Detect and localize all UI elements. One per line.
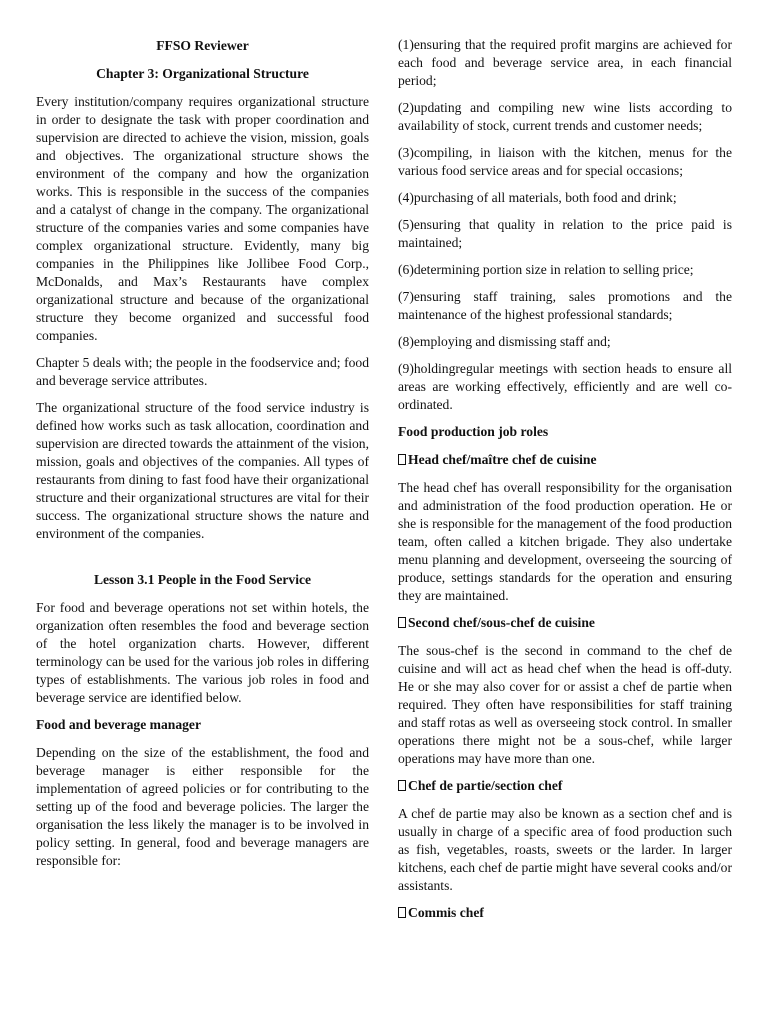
- commis-chef-heading-text: Commis chef: [408, 905, 484, 920]
- head-chef-paragraph: The head chef has overall responsibility for the organisation and administration of the food production operation. He or she is responsible for the management of the food production team, often called a kitchen brigade. They also undertake menu planning and development, overseeing the sourcing of produce, settings standards for the operation and ensuring they are maintained.: [398, 480, 732, 603]
- lesson-heading: Lesson 3.1 People in the Food Service: [93, 572, 312, 587]
- left-column: [36, 36, 369, 879]
- missing-glyph-box-icon: [398, 907, 406, 918]
- responsibility-item-1: (1)ensuring that the required profit margins are achieved for each food and beverage service area, in each financial period;: [398, 37, 732, 88]
- sous-chef-paragraph: The sous-chef is the second in command to the chef de cuisine and will act as head chef when the head is off-duty. He or she may also cover for or assist a chef de partie when required. They often have responsibilities for staff training and staff rotas as well as overseeing stock control. In smaller operations there might not be a sous-chef, while larger operations may have more than one.: [398, 643, 732, 766]
- missing-glyph-box-icon: [398, 454, 406, 465]
- missing-glyph-box-icon: [398, 617, 406, 628]
- missing-glyph-box-icon: [398, 780, 406, 791]
- food-production-heading: Food production job roles: [398, 424, 549, 439]
- right-column: [398, 36, 732, 932]
- responsibility-item-7: (7)ensuring staff training, sales promotions and the maintenance of the highest professional standards;: [398, 289, 732, 322]
- responsibility-item-6: (6)determining portion size in relation to selling price;: [398, 262, 694, 277]
- lesson-paragraph: For food and beverage operations not set within hotels, the organization often resembles the food and beverage section of the hotel organization charts. However, different terminology can be used for the various job roles in differing types of establishments. The various job roles in food and beverage service are identified below.: [36, 600, 369, 705]
- industry-paragraph: The organizational structure of the food service industry is defined how works such as task allocation, coordination and supervision are directed towards the attainment of the vision, mission, goals and objectives of the companies. All types of restaurants from dining to fast food have their organizational structure and their organizational structures are vital for their success. The organizational structure shows the nature and environment of the companies.: [36, 400, 369, 541]
- intro-paragraph: Every institution/company requires organizational structure in order to designate the task with proper coordination and supervision are directed to achieve the vision, mission, goals and objectives. The organizational structure shows the environment of the company and how the organization works. This is responsible in the success of the companies and a catalyst of change in the company. The organizational structure of the companies varies and some companies have complex organizational structure. Evidently, many big companies in the Philippines like Jollibee Food Corp., McDonalds, and Max’s Restaurants have complex organizational structure and because of the organizational structure they become organized and successful food companies.: [36, 94, 369, 343]
- responsibility-item-3: (3)compiling, in liaison with the kitchen, menus for the various food service areas and for special occasions;: [398, 145, 732, 178]
- responsibility-item-5: (5)ensuring that quality in relation to the price paid is maintained;: [398, 217, 732, 250]
- responsibility-item-2: (2)updating and compiling new wine lists according to availability of stock, current trends and customer needs;: [398, 100, 732, 133]
- head-chef-heading: [398, 451, 732, 469]
- document-title: FFSO Reviewer: [156, 38, 249, 53]
- chef-de-partie-heading: [398, 777, 732, 795]
- chapter5-paragraph: Chapter 5 deals with; the people in the foodservice and; food and beverage service attributes.: [36, 355, 369, 388]
- fb-manager-paragraph: Depending on the size of the establishment, the food and beverage manager is either responsible for the implementation of agreed policies or for contributing to the setting up of the food and beverage policies. The larger the organisation the less likely the manager is to be involved in policy setting. In general, food and beverage managers are responsible for:: [36, 745, 369, 868]
- responsibility-item-4: (4)purchasing of all materials, both food and drink;: [398, 190, 677, 205]
- commis-chef-heading: [398, 904, 732, 922]
- fb-manager-heading: Food and beverage manager: [36, 717, 201, 732]
- head-chef-heading-text: Head chef/maître chef de cuisine: [408, 452, 597, 467]
- responsibility-item-9: (9)holdingregular meetings with section heads to ensure all areas are working effectively, efficiently and are well co-ordinated.: [398, 361, 732, 412]
- sous-chef-heading-text: Second chef/sous-chef de cuisine: [408, 615, 595, 630]
- chef-de-partie-heading-text: Chef de partie/section chef: [408, 778, 563, 793]
- sous-chef-heading: [398, 614, 732, 632]
- chapter-heading: Chapter 3: Organizational Structure: [96, 66, 309, 81]
- responsibility-item-8: (8)employing and dismissing staff and;: [398, 334, 611, 349]
- chef-de-partie-paragraph: A chef de partie may also be known as a section chef and is usually in charge of a specific area of food production such as fish, vegetables, roasts, sweets or the larder. In larger kitchens, each chef de partie might have several cooks and/or assistants.: [398, 806, 732, 893]
